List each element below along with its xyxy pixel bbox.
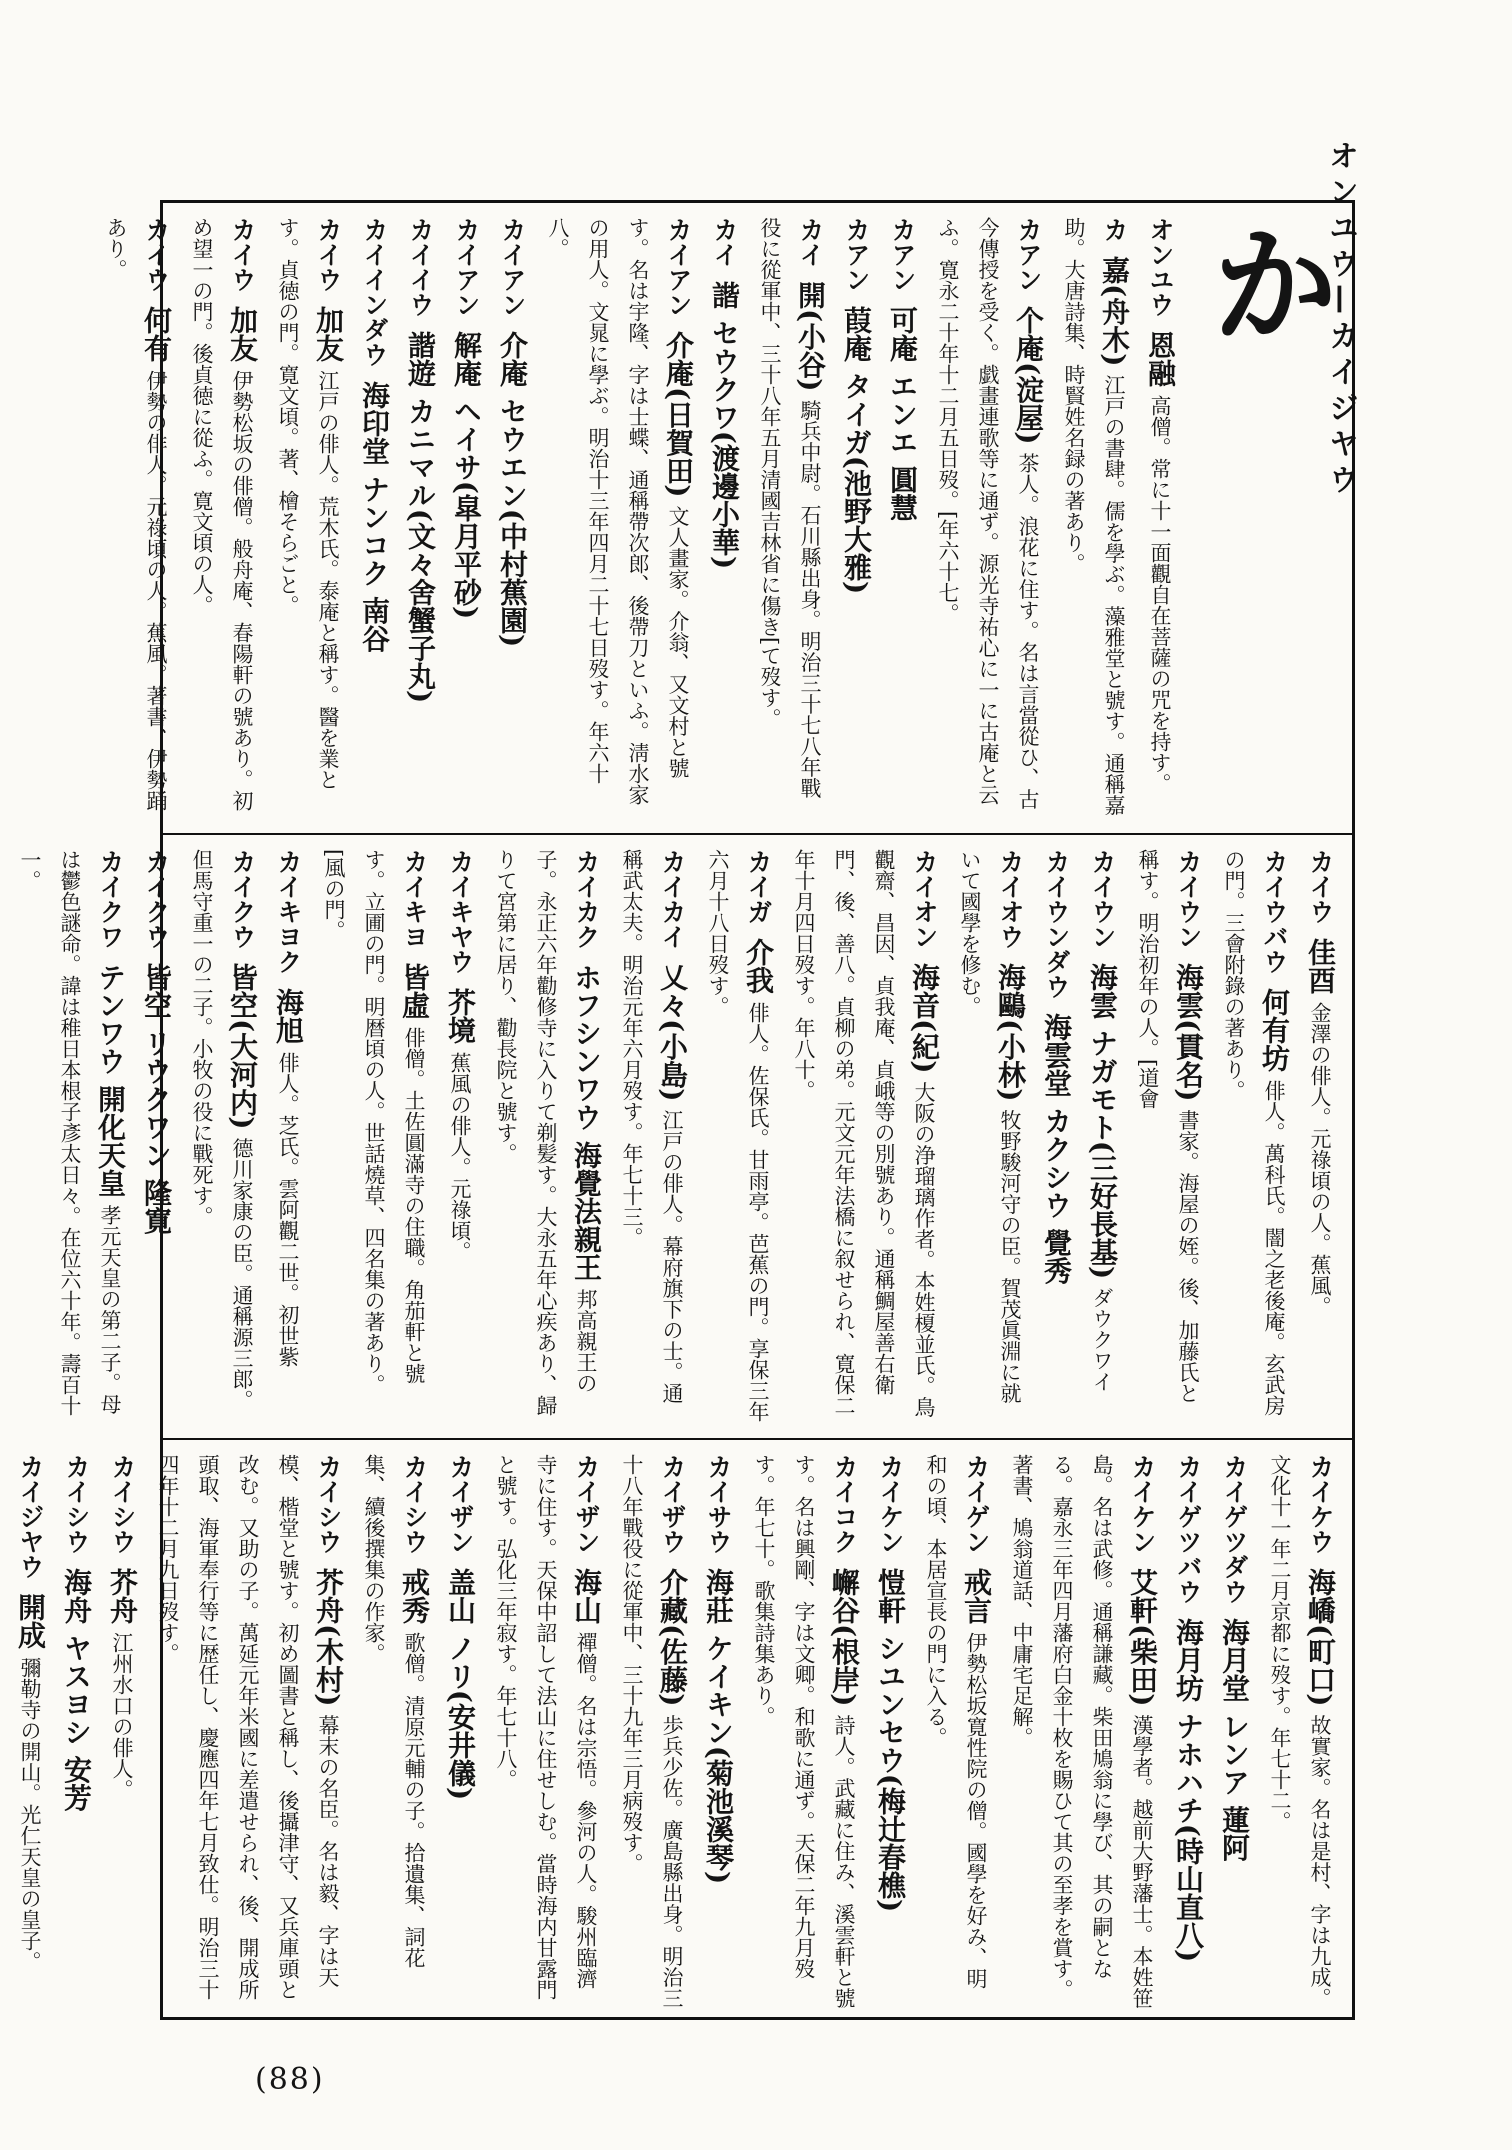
entry-note: 大阪の浄瑠璃作者。本姓榎並氏。鳥觀齋、昌因、貞我庵、貞峨等の別號あり。通稱鯛屋善右衛門、後、善八。貞柳の弟。元文元年法橋に叙せられ、寛保二年十月四日歿す。年八十。: [792, 849, 936, 1418]
entry-reading: カイザン: [446, 1454, 475, 1554]
entry-name: 海舟 ヤスヨシ 安芳: [60, 1567, 93, 1812]
entry-name: 佳酉: [1304, 937, 1337, 994]
column-band-2: [18, 833, 1352, 1438]
entry-reading: カイジヤウ: [16, 1454, 45, 1579]
entry-note: 伊勢松坂寛性院の僧。國學を好み、明和の頃、本居宣長の門に入る。: [924, 1454, 988, 1989]
dictionary-entry: [612, 1454, 692, 2009]
dictionary-entry: [492, 217, 532, 819]
entry-name: テンワウ 開化天皇: [94, 962, 127, 1197]
entry-reading: カ: [1100, 217, 1129, 242]
entry-name: 加友: [312, 305, 345, 362]
entry-reading: カアン: [1014, 217, 1043, 292]
entry-note: 詩人。武藏に住み、溪雲軒と號す。名は興剛、字は文卿。和歌に通ず。天保二年九月歿す。年七十。歌集詩集あり。: [752, 1454, 856, 2009]
dictionary-entry: [102, 1454, 142, 2009]
entry-reading: カイカイ: [658, 849, 687, 949]
entry-reading: カイシウ: [314, 1454, 343, 1554]
entry-note: 俳人。芝氏。雲阿觀二世。初世紫: [276, 1051, 300, 1367]
entry-reading: カイアン: [452, 217, 481, 317]
dictionary-entry: [1168, 1454, 1208, 2009]
entry-reading: カイザウ: [658, 1454, 687, 1554]
entry-reading: カイ: [796, 217, 825, 267]
entry-reading: カイケン: [876, 1454, 905, 1554]
entry-note: 歌僧。清原元輔の子。拾遺集、詞花集、續後撰集の作家。: [362, 1454, 426, 1968]
entry-name: 開成: [14, 1592, 47, 1649]
dictionary-entry: [698, 849, 778, 1424]
entry-reading: カイキヤウ: [446, 849, 475, 974]
entry-note: 江戸の書肆。儒を學ぶ。藻雅堂と號す。通稱嘉助。大唐詩集、時賢姓名録の著あり。: [1062, 217, 1126, 816]
entry-name: ホフシンワウ 海覺法親王: [570, 962, 603, 1281]
entry-note: 江州水口の俳人。: [110, 1631, 134, 1800]
dictionary-entry: [148, 1454, 348, 2009]
dictionary-entry: [836, 217, 876, 819]
entry-name: 諧遊 カニマル(文々舍蟹子丸): [404, 330, 437, 704]
kana-section-heading: か: [1189, 217, 1342, 347]
dictionary-entry: [268, 849, 308, 1424]
entry-name: 海音(紀): [908, 962, 941, 1074]
entry-name: 海莊 ケイキン(菊池溪琴): [702, 1567, 735, 1885]
entry-name: 海雲(貫名): [1172, 962, 1205, 1102]
entry-reading: カイコク: [830, 1454, 859, 1554]
entry-reading: カイウ: [142, 217, 171, 292]
dictionary-entry: [538, 217, 698, 819]
dictionary-entry: [882, 217, 922, 819]
entry-reading: カイキヨ: [400, 849, 429, 949]
entry-reading: オンユウ: [1146, 217, 1175, 317]
dictionary-frame: [14, 200, 1355, 2020]
dictionary-entry: [446, 217, 486, 819]
column-band-1: [104, 203, 1352, 833]
entry-name: 開(小谷): [794, 280, 827, 392]
entry-name: 芥舟: [106, 1567, 139, 1624]
entry-reading: カイオウ: [996, 849, 1025, 949]
dictionary-entry: [400, 217, 440, 819]
entry-name: 皆虛: [398, 962, 431, 1019]
entry-name: 海旭: [272, 987, 305, 1044]
entry-note: 俳人。萬科氏。闇之老後庵。玄武房の門。三會附錄の著あり。: [1222, 849, 1286, 1416]
entry-note: 江戸の俳人。幕府旗下の士。通稱武太夫。明治元年六月歿す。年七十三。: [620, 849, 684, 1404]
entry-note: 蕉風の俳人。元祿頃。: [448, 1051, 472, 1262]
entry-name: 海印堂 ナンコク 南谷: [358, 380, 391, 653]
entry-note: 故實家。名は是村、字は九成。文化十一年二月京都に歿す。年七十二。: [1268, 1454, 1332, 2009]
dictionary-entry: [1214, 849, 1294, 1424]
entry-note: 江戸の俳人。荒木氏。泰庵と稱す。醫を業とす。貞徳の門。寛文頃。著、檜そらごと。: [276, 217, 340, 790]
entry-note: 幕末の名臣。名は毅、字は天模、楷堂と號す。初め圖書と稱し、後攝津守、又兵庫頭と改む。又助の子。萬延元年米國に差遣せられ、後、開成所頭取、海軍奉行等に歴任し、慶應四年七月致仕。明治三十四年十二月九日歿す。: [156, 1454, 340, 2000]
entry-name: 介我: [742, 937, 775, 994]
entry-name: 海鷗(小林): [994, 962, 1027, 1102]
entry-name: 乂々(小島): [656, 962, 689, 1102]
entry-note: 騎兵中尉。石川縣出身。明治三十七八年戰役に從軍中、三十八年五月清國吉林省に傷き[て歿す。: [758, 217, 822, 799]
entry-name: 海山: [570, 1567, 603, 1624]
entry-reading: カイケウ: [1306, 1454, 1335, 1554]
dictionary-entry: [916, 1454, 996, 2009]
entry-name: 戒言: [960, 1567, 993, 1624]
page-number: (88): [255, 2062, 325, 2097]
entry-reading: カイイウ: [406, 217, 435, 317]
entry-name: 嘉(舟木): [1098, 255, 1131, 367]
dictionary-entry: [136, 849, 176, 1424]
dictionary-entry: [928, 217, 1048, 819]
dictionary-entry: [698, 1454, 738, 2009]
dictionary-entry: [1300, 849, 1340, 1424]
entry-name: 可庵 エンエ 圓慧: [886, 305, 919, 522]
entry-name: 何有: [140, 305, 173, 362]
entry-reading: カイキヨク: [274, 849, 303, 974]
dictionary-entry: [784, 849, 944, 1424]
entry-reading: カイザン: [572, 1454, 601, 1554]
entry-note: 書家。海屋の姪。後、加藤氏と稱す。明治初年の人。[道會: [1136, 849, 1200, 1404]
entry-note: 禪僧。名は宗悟。參河の人。駿州臨濟寺に住す。天保中詔して法山に住せしむ。當時海内甘露門と號す。弘化三年寂す。年七十八。: [494, 1454, 598, 2000]
entry-name: 恩融: [1144, 330, 1177, 387]
dictionary-entry: [10, 1454, 50, 2009]
entry-reading: カイウンダウ: [1042, 849, 1071, 999]
dictionary-entry: [1214, 1454, 1254, 2009]
entry-reading: カイオン: [910, 849, 939, 949]
entry-reading: カイサウ: [704, 1454, 733, 1554]
entry-note: 俳僧。土佐圓滿寺の住職。角茄軒と號す。立圃の門。明暦頃の人。世話燒草、四名集の著あり。[風の門。: [322, 849, 426, 1395]
dictionary-entry: [182, 217, 262, 819]
entry-reading: カイクワ: [96, 849, 125, 949]
entry-name: 解庵 ヘイサ(皐月平砂): [450, 330, 483, 620]
entry-reading: カイゲン: [962, 1454, 991, 1554]
entry-reading: カイカク: [572, 849, 601, 949]
entry-reading: カイガ: [744, 849, 773, 924]
entry-reading: カイウバウ: [1260, 849, 1289, 974]
entry-name: 个庵(淀屋): [1012, 305, 1045, 445]
entry-name: 盖山 ノリ(安井儀): [444, 1567, 477, 1801]
entry-name: 海嶠(町口): [1304, 1567, 1337, 1707]
entry-name: 愷軒 シユンセウ(梅辻春樵): [874, 1567, 907, 1913]
entry-note: 茶人。浪花に住す。名は言當從ひ、古今傳授を受く。戯畫連歌等に通ず。源光寺祐心に一に古庵と云ふ。寛永二十年十二月五日歿。[年六十七。: [936, 217, 1040, 810]
entry-reading: カイシウ: [62, 1454, 91, 1554]
entry-reading: カイアン: [664, 217, 693, 317]
entry-note: 高僧。常に十一面觀自在菩薩の咒を持す。: [1148, 394, 1172, 794]
entry-reading: カイアン: [498, 217, 527, 317]
entry-note: 彌勒寺の開山。光仁天皇の皇子。: [18, 1656, 42, 1972]
dictionary-entry: [1260, 1454, 1340, 2009]
dictionary-entry: [1036, 849, 1076, 1424]
entry-note: 漢學者。越前大野藩士。本姓笹島。名は武修。通稱謙藏。柴田鳩翁に學び、其の嗣となる。嘉永三年四月藩府白金十枚を賜ひて其の至孝を賞す。著書、鳩翁道話、中庸宅足解。: [1010, 1454, 1154, 2009]
entry-name: 海雲 ナガモト(三好長基): [1086, 962, 1119, 1280]
entry-reading: カイウ: [314, 217, 343, 292]
entry-name: 海月堂 レンア 蓮阿: [1218, 1617, 1251, 1862]
dictionary-entry: [440, 849, 480, 1424]
entry-reading: カイウン: [1088, 849, 1117, 949]
entry-note: 邦高親王の子。永正六年勸修寺に入りて剃髪す。大永五年心疾あり、歸りて宮第に居り、勸長院と號す。: [494, 849, 598, 1416]
entry-reading: カイクウ: [228, 849, 257, 949]
entry-note: 歩兵少佐。廣島縣出身。明治三十八年戰役に從軍中、三十九年三月病歿す。: [620, 1454, 684, 2009]
entry-name: 嶰谷(根岸): [828, 1567, 861, 1707]
dictionary-entry: [612, 849, 692, 1424]
dictionary-entry: [750, 217, 830, 819]
entry-reading: カイウ: [1306, 849, 1335, 924]
entry-note: 伊勢松坂の俳僧。般舟庵、春陽軒の號あり。初め望一の門。後貞徳に從ふ。寛文頃の人。: [190, 217, 254, 811]
entry-reading: カイインダウ: [360, 217, 389, 367]
entry-name: 海月坊 ナホハチ(時山直八): [1172, 1617, 1205, 1963]
entry-reading: カイ: [710, 217, 739, 267]
entry-reading: カイケン: [1128, 1454, 1157, 1554]
dictionary-entry: [950, 849, 1030, 1424]
entry-reading: カイゲツダウ: [1220, 1454, 1249, 1604]
dictionary-entry: [354, 1454, 434, 2009]
dictionary-entry: [1140, 217, 1180, 819]
entry-reading: カイゲツバウ: [1174, 1454, 1203, 1604]
entry-name: 芥舟(木村): [312, 1567, 345, 1707]
entry-note: 俳人。佐保氏。甘雨亭。芭蕉の門。享保三年六月十八日歿す。: [706, 849, 770, 1422]
entry-note: 牧野駿河守の臣。賀茂眞淵に就いて國學を修む。: [958, 849, 1022, 1404]
dictionary-entry: [1002, 1454, 1162, 2009]
dictionary-entry: [1128, 849, 1208, 1424]
dictionary-entry: [182, 849, 262, 1424]
entry-name: 介藏(佐藤): [656, 1567, 689, 1707]
entry-name: 皆空(大河内): [226, 962, 259, 1130]
dictionary-entry: [314, 849, 434, 1424]
entry-reading: カイクウ: [142, 849, 171, 949]
entry-name: 海雲堂 カクシウ 覺秀: [1040, 1012, 1073, 1285]
entry-note: 孝元天皇の第二子。母は鬱色謎命。諱は稚日本根子彥太日々。在位六十年。壽百十一。: [18, 849, 122, 1416]
entry-reading: カアン: [888, 217, 917, 292]
dictionary-entry: [704, 217, 744, 819]
dictionary-entry: [268, 217, 348, 819]
entry-name: 加友: [226, 305, 259, 362]
entry-note: 伊勢の俳人。元祿頃の人。蕉風。著書、伊勢踊あり。: [104, 217, 168, 811]
entry-note: 金澤の俳人。元祿頃の人。蕉風。: [1308, 1001, 1332, 1317]
dictionary-entry: [1054, 217, 1134, 819]
dictionary-entry: [486, 1454, 606, 2009]
entry-name: 芥境: [444, 987, 477, 1044]
entry-note: ダウクワイ: [1090, 1287, 1114, 1393]
dictionary-entry: [1082, 849, 1122, 1424]
entry-reading: カイウン: [1174, 849, 1203, 949]
entry-name: 介庵 セウエン(中村蕉園): [496, 330, 529, 648]
dictionary-entry: [440, 1454, 480, 2009]
dictionary-entry: [744, 1454, 864, 2009]
entry-name: 諧 セウクワ(渡邊小華): [708, 280, 741, 570]
dictionary-entry: [486, 849, 606, 1424]
entry-name: 艾軒(柴田): [1126, 1567, 1159, 1707]
dictionary-entry: [56, 1454, 96, 2009]
entry-reading: カイウ: [228, 217, 257, 292]
entry-note: 文人畫家。介翁、又文村と號す。名は宇隆、字は士蝶、通稱帶次郎、後帶刀といふ。淸水家の用人。文晁に學ぶ。明治十三年四月二十七日歿す。年六十八。: [546, 217, 690, 805]
entry-name: 何有坊: [1258, 987, 1291, 1072]
entry-note: 德川家康の臣。通稱源三郎。但馬守重一の二子。小牧の役に戰死す。: [190, 849, 254, 1411]
entry-name: 戒秀: [398, 1567, 431, 1624]
entry-name: 葭庵 タイガ(池野大雅): [840, 305, 873, 595]
entry-reading: カイシウ: [400, 1454, 429, 1554]
entry-reading: カアン: [842, 217, 871, 292]
dictionary-entry: [354, 217, 394, 819]
entry-name: 介庵(日賀田): [662, 330, 695, 498]
dictionary-entry: [870, 1454, 910, 2009]
running-head: オンユウ—カイジヤウ: [1323, 140, 1358, 500]
column-band-3: [14, 1438, 1352, 2023]
dictionary-entry: [96, 217, 176, 819]
dictionary-entry: [10, 849, 130, 1424]
entry-reading: カイシウ: [108, 1454, 137, 1554]
entry-name: 皆空 リウクワン 隆寛: [140, 962, 173, 1235]
